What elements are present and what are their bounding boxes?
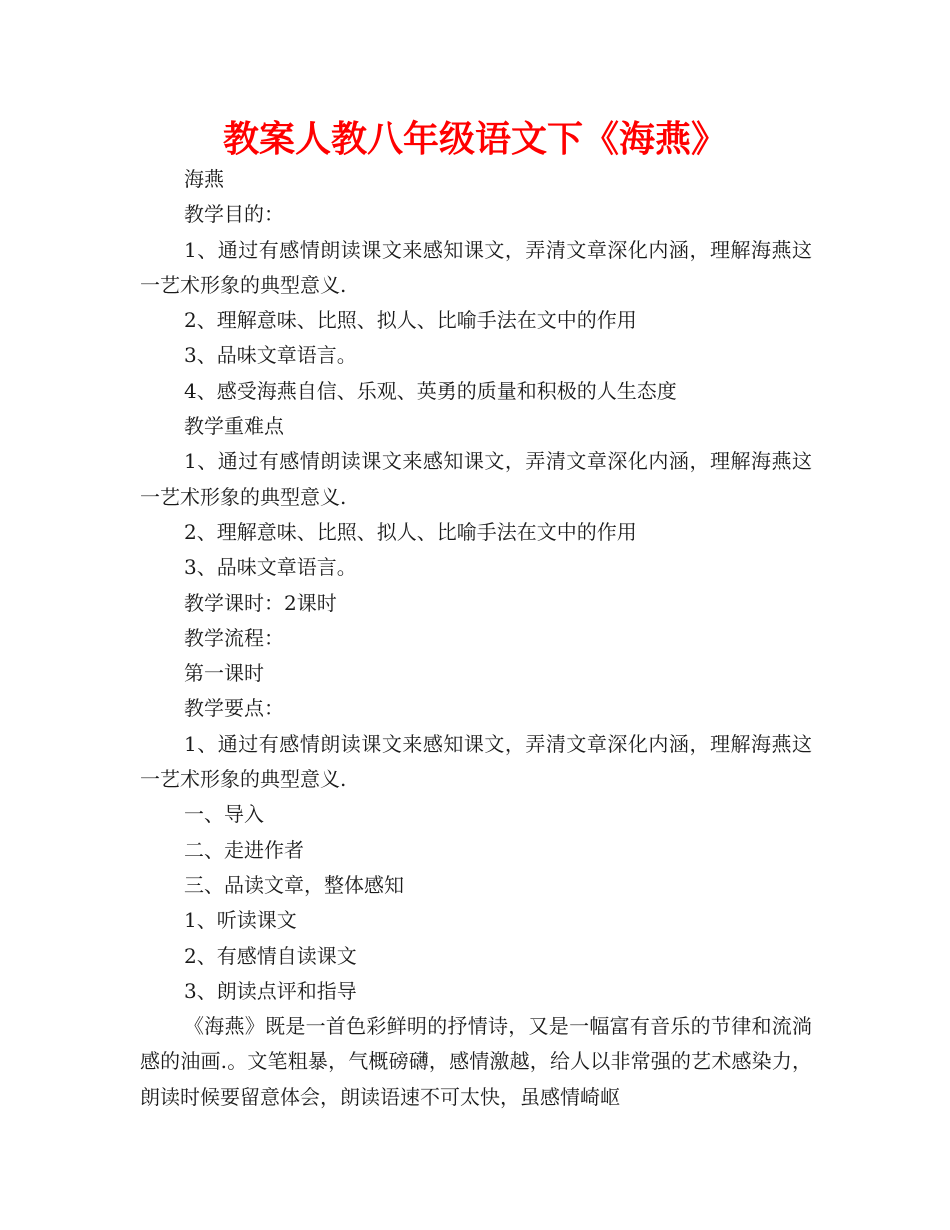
paragraph-first-lesson: 第一课时 [184,661,264,686]
paragraph-key-points-heading: 教学重难点 [184,414,284,439]
paragraph-process-heading: 教学流程： [184,625,284,650]
paragraph-goal-1: 1、通过有感情朗读课文来感知课文，弄清文章深化内涵，理解海燕这一艺术形象的典型意义. [140,237,812,297]
paragraph-key-point-3: 3、品味文章语言。 [184,555,357,580]
paragraph-substep-self-read: 2、有感情自读课文 [184,943,357,968]
paragraph-subject: 海燕 [184,167,224,191]
paragraph-goal-4: 4、感受海燕自信、乐观、英勇的质量和积极的人生态度 [184,378,677,403]
paragraph-goals-heading: 教学目的： [184,202,284,227]
paragraph-key-point-1: 1、通过有感情朗读课文来感知课文，弄清文章深化内涵，理解海燕这一艺术形象的典型意义. [140,449,812,509]
paragraph-commentary: 《海燕》既是一首色彩鲜明的抒情诗，又是一幅富有音乐的节律和流淌感的油画.。文笔粗暴，气概磅礴，感情激越，给人以非常强的艺术感染力，朗读时候要留意体会，朗读语速不可太快，虽感情崎岖 [140,1014,812,1109]
paragraph-key-point-2: 2、理解意味、比照、拟人、比喻手法在文中的作用 [184,519,637,544]
paragraph-lesson-point-1: 1、通过有感情朗读课文来感知课文，弄清文章深化内涵，理解海燕这一艺术形象的典型意义. [140,731,812,792]
paragraph-class-hours: 教学课时：2课时 [184,590,337,615]
paragraph-goal-3: 3、品味文章语言。 [184,343,357,368]
paragraph-goal-2: 2、理解意味、比照、拟人、比喻手法在文中的作用 [184,308,637,333]
paragraph-step-introduction: 一、导入 [184,802,264,827]
paragraph-step-author: 二、走进作者 [184,837,304,862]
document-body [140,162,812,1115]
paragraph-lesson-points-heading: 教学要点： [184,696,284,721]
paragraph-substep-guidance: 3、朗读点评和指导 [184,978,357,1003]
paragraph-step-reading: 三、品读文章，整体感知 [184,872,404,897]
document-title: 教案人教八年级语文下《海燕》 [222,119,727,160]
paragraph-substep-listen: 1、听读课文 [184,908,297,933]
